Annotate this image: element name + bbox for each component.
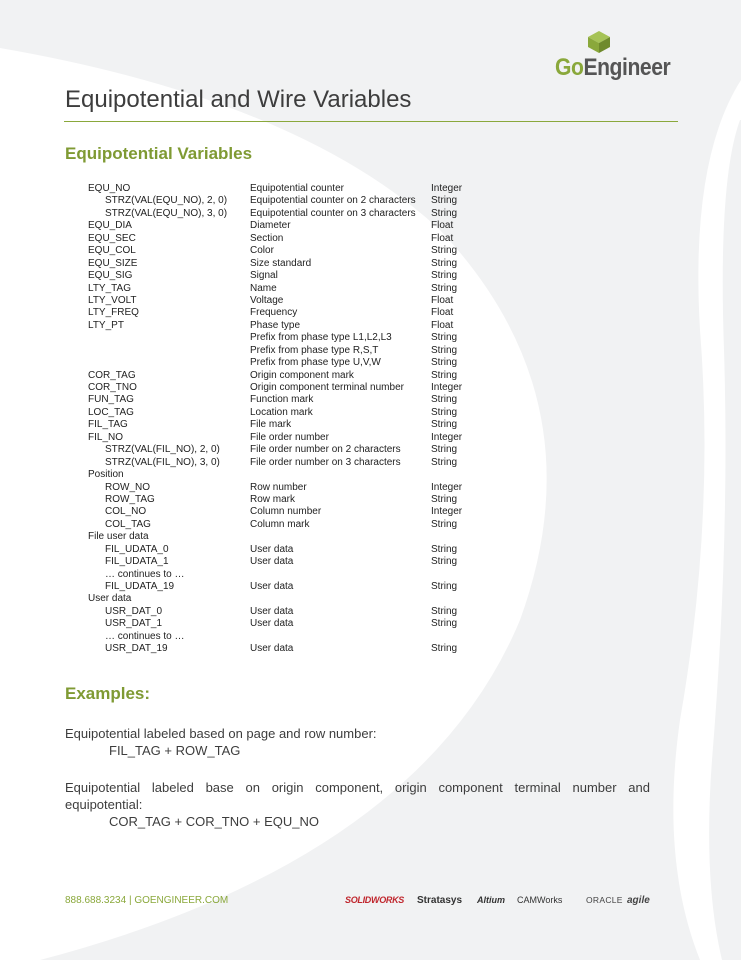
variable-type: String (431, 394, 458, 406)
agile-logo: agile (627, 895, 650, 906)
example-description-continued: equipotential: (65, 797, 143, 812)
table-row (88, 581, 488, 593)
variable-name: EQU_DIA (88, 220, 132, 232)
table-row (88, 208, 488, 220)
table-row (88, 394, 488, 406)
variable-name: … continues to … (105, 568, 185, 580)
variable-description: Origin component mark (250, 369, 354, 381)
table-row (88, 233, 488, 245)
variable-name: LTY_VOLT (88, 294, 137, 306)
variable-description: Prefix from phase type L1,L2,L3 (250, 332, 392, 344)
variable-name: ROW_NO (105, 481, 150, 493)
variable-type: String (431, 456, 458, 468)
variable-type: String (431, 369, 458, 381)
variable-name: USR_DAT_19 (105, 643, 168, 655)
title-divider (64, 121, 678, 122)
table-row (88, 419, 488, 431)
variable-name: LTY_TAG (88, 282, 131, 294)
variable-description: User data (250, 581, 294, 592)
variable-name: FUN_TAG (88, 394, 134, 406)
variable-type: String (431, 207, 458, 219)
variable-name: STRZ(VAL(FIL_NO), 2, 0) (105, 444, 220, 456)
variable-name: … continues to … (105, 630, 185, 642)
variable-description: Color (250, 245, 274, 257)
oracle-logo: ORACLE (586, 895, 623, 905)
variable-type: String (431, 357, 458, 369)
variable-name: EQU_NO (88, 183, 131, 194)
variable-description: Section (250, 232, 284, 244)
variable-type: Integer (431, 481, 463, 493)
variable-description: User data (250, 618, 294, 630)
example-formula: COR_TAG + COR_TNO + EQU_NO (109, 814, 319, 829)
table-row (88, 506, 488, 518)
variable-name: EQU_SIG (88, 270, 133, 282)
variable-name: COR_TNO (88, 382, 137, 393)
table-row (88, 220, 488, 232)
table-row (88, 569, 488, 581)
variable-description: Name (250, 282, 277, 294)
variable-name: Position (88, 469, 124, 481)
table-row (88, 556, 488, 568)
variable-type: String (431, 332, 458, 344)
variable-description: Column number (250, 506, 322, 518)
table-row (88, 457, 488, 469)
variable-name: File user data (88, 531, 149, 543)
example-formula: FIL_TAG + ROW_TAG (109, 743, 241, 758)
variable-name: LTY_FREQ (88, 307, 139, 319)
table-row (88, 382, 488, 394)
variable-description: Row number (250, 481, 307, 493)
variable-type: String (431, 493, 458, 505)
variable-name: FIL_NO (88, 431, 124, 443)
variable-type: String (431, 419, 458, 431)
table-row (88, 357, 488, 369)
variable-description: Column mark (250, 518, 310, 530)
logo-wordmark: GoEngineer (555, 54, 671, 81)
variable-type: Float (431, 319, 454, 331)
variable-description: Row mark (250, 493, 296, 505)
variable-description: Origin component terminal number (250, 382, 404, 393)
variable-description: File order number on 3 characters (250, 456, 401, 468)
variable-description: Phase type (250, 319, 301, 331)
variable-name: FIL_TAG (88, 419, 128, 431)
variable-description: User data (250, 643, 294, 655)
variable-name: User data (88, 593, 132, 605)
variable-type: String (431, 270, 458, 282)
variable-description: Equipotential counter (250, 183, 344, 194)
table-row (88, 345, 488, 357)
variable-name: STRZ(VAL(EQU_NO), 3, 0) (105, 207, 228, 219)
variable-type: String (431, 406, 458, 418)
footer-contact: 888.688.3234 | GOENGINEER.COM (65, 895, 229, 906)
table-row (88, 593, 488, 605)
variable-name: STRZ(VAL(EQU_NO), 2, 0) (105, 195, 228, 207)
variable-description: Equipotential counter on 3 characters (250, 207, 416, 219)
variable-description: Signal (250, 270, 278, 282)
table-row (88, 370, 488, 382)
variable-name: USR_DAT_1 (105, 618, 163, 630)
table-row (88, 320, 488, 332)
variable-type: String (431, 344, 458, 356)
variable-description: File order number (250, 431, 329, 443)
stratasys-logo: Stratasys (417, 895, 463, 906)
variable-name: COR_TAG (88, 369, 136, 381)
variable-name: LTY_PT (88, 319, 124, 331)
variable-type: String (431, 543, 458, 555)
table-row (88, 618, 488, 630)
variable-name: EQU_COL (88, 245, 136, 257)
variable-name: COL_TAG (105, 518, 151, 530)
variable-description: Frequency (250, 307, 298, 319)
table-row (88, 519, 488, 531)
table-row (88, 432, 488, 444)
variable-type: String (431, 282, 458, 294)
variable-description: File order number on 2 characters (250, 444, 401, 456)
table-row (88, 245, 488, 257)
variable-name: FIL_UDATA_0 (105, 543, 169, 555)
table-row (88, 643, 488, 655)
table-row (88, 544, 488, 556)
table-row (88, 494, 488, 506)
variable-type: Integer (431, 382, 463, 393)
variable-type: String (431, 556, 458, 568)
variable-type: String (431, 605, 458, 617)
variable-description: Equipotential counter on 2 characters (250, 195, 416, 207)
examples-heading: Examples: (65, 684, 151, 703)
variables-table (88, 183, 488, 656)
variable-type: Integer (431, 431, 463, 443)
variable-description: User data (250, 543, 294, 555)
table-row (88, 482, 488, 494)
variable-type: Integer (431, 183, 463, 194)
example-description: Equipotential labeled based on page and row number: (65, 726, 377, 741)
variable-type: String (431, 581, 458, 592)
variable-type: String (431, 195, 458, 207)
table-row (88, 332, 488, 344)
table-row (88, 283, 488, 295)
cube-icon (587, 30, 611, 54)
table-row (88, 469, 488, 481)
variable-type: String (431, 643, 458, 655)
variable-type: Float (431, 307, 454, 319)
altium-logo: Altium (477, 895, 505, 905)
variable-description: Location mark (250, 406, 313, 418)
variable-name: LOC_TAG (88, 406, 134, 418)
variable-type: String (431, 245, 458, 257)
variable-description: Size standard (250, 257, 312, 269)
variable-description: User data (250, 605, 294, 617)
variable-description: Function mark (250, 394, 314, 406)
variable-description: User data (250, 556, 294, 568)
table-row (88, 295, 488, 307)
page-title: Equipotential and Wire Variables (65, 86, 412, 113)
table-row (88, 307, 488, 319)
variable-name: EQU_SIZE (88, 257, 138, 269)
variable-name: STRZ(VAL(FIL_NO), 3, 0) (105, 456, 220, 468)
table-row (88, 407, 488, 419)
table-row (88, 195, 488, 207)
variable-type: String (431, 618, 458, 630)
variable-name: ROW_TAG (105, 493, 155, 505)
variable-name: FIL_UDATA_19 (105, 581, 175, 592)
variable-type: Integer (431, 506, 463, 518)
variable-description: File mark (250, 419, 292, 431)
table-row (88, 258, 488, 270)
table-row (88, 444, 488, 456)
camworks-logo: CAMWorks (517, 895, 563, 905)
variable-description: Voltage (250, 294, 284, 306)
partner-logos (345, 893, 651, 913)
solidworks-logo: SOLIDWORKS (345, 895, 404, 905)
example-description: Equipotential labeled base on origin component, origin component terminal number and (65, 780, 650, 795)
variable-type: String (431, 257, 458, 269)
table-row (88, 270, 488, 282)
variable-type: String (431, 444, 458, 456)
variable-type: Float (431, 232, 454, 244)
variable-name: USR_DAT_0 (105, 605, 163, 617)
variable-type: Float (431, 220, 454, 232)
section-heading: Equipotential Variables (65, 144, 253, 163)
table-row (88, 631, 488, 643)
table-row (88, 183, 488, 195)
variable-name: EQU_SEC (88, 232, 136, 244)
variable-type: Float (431, 294, 454, 306)
variable-name: COL_NO (105, 506, 147, 518)
table-row (88, 531, 488, 543)
variable-name: FIL_UDATA_1 (105, 556, 169, 568)
variable-description: Diameter (250, 220, 291, 232)
table-row (88, 606, 488, 618)
variable-description: Prefix from phase type U,V,W (250, 357, 381, 369)
variable-description: Prefix from phase type R,S,T (250, 344, 379, 356)
variable-type: String (431, 518, 458, 530)
goengineer-logo (549, 30, 671, 81)
